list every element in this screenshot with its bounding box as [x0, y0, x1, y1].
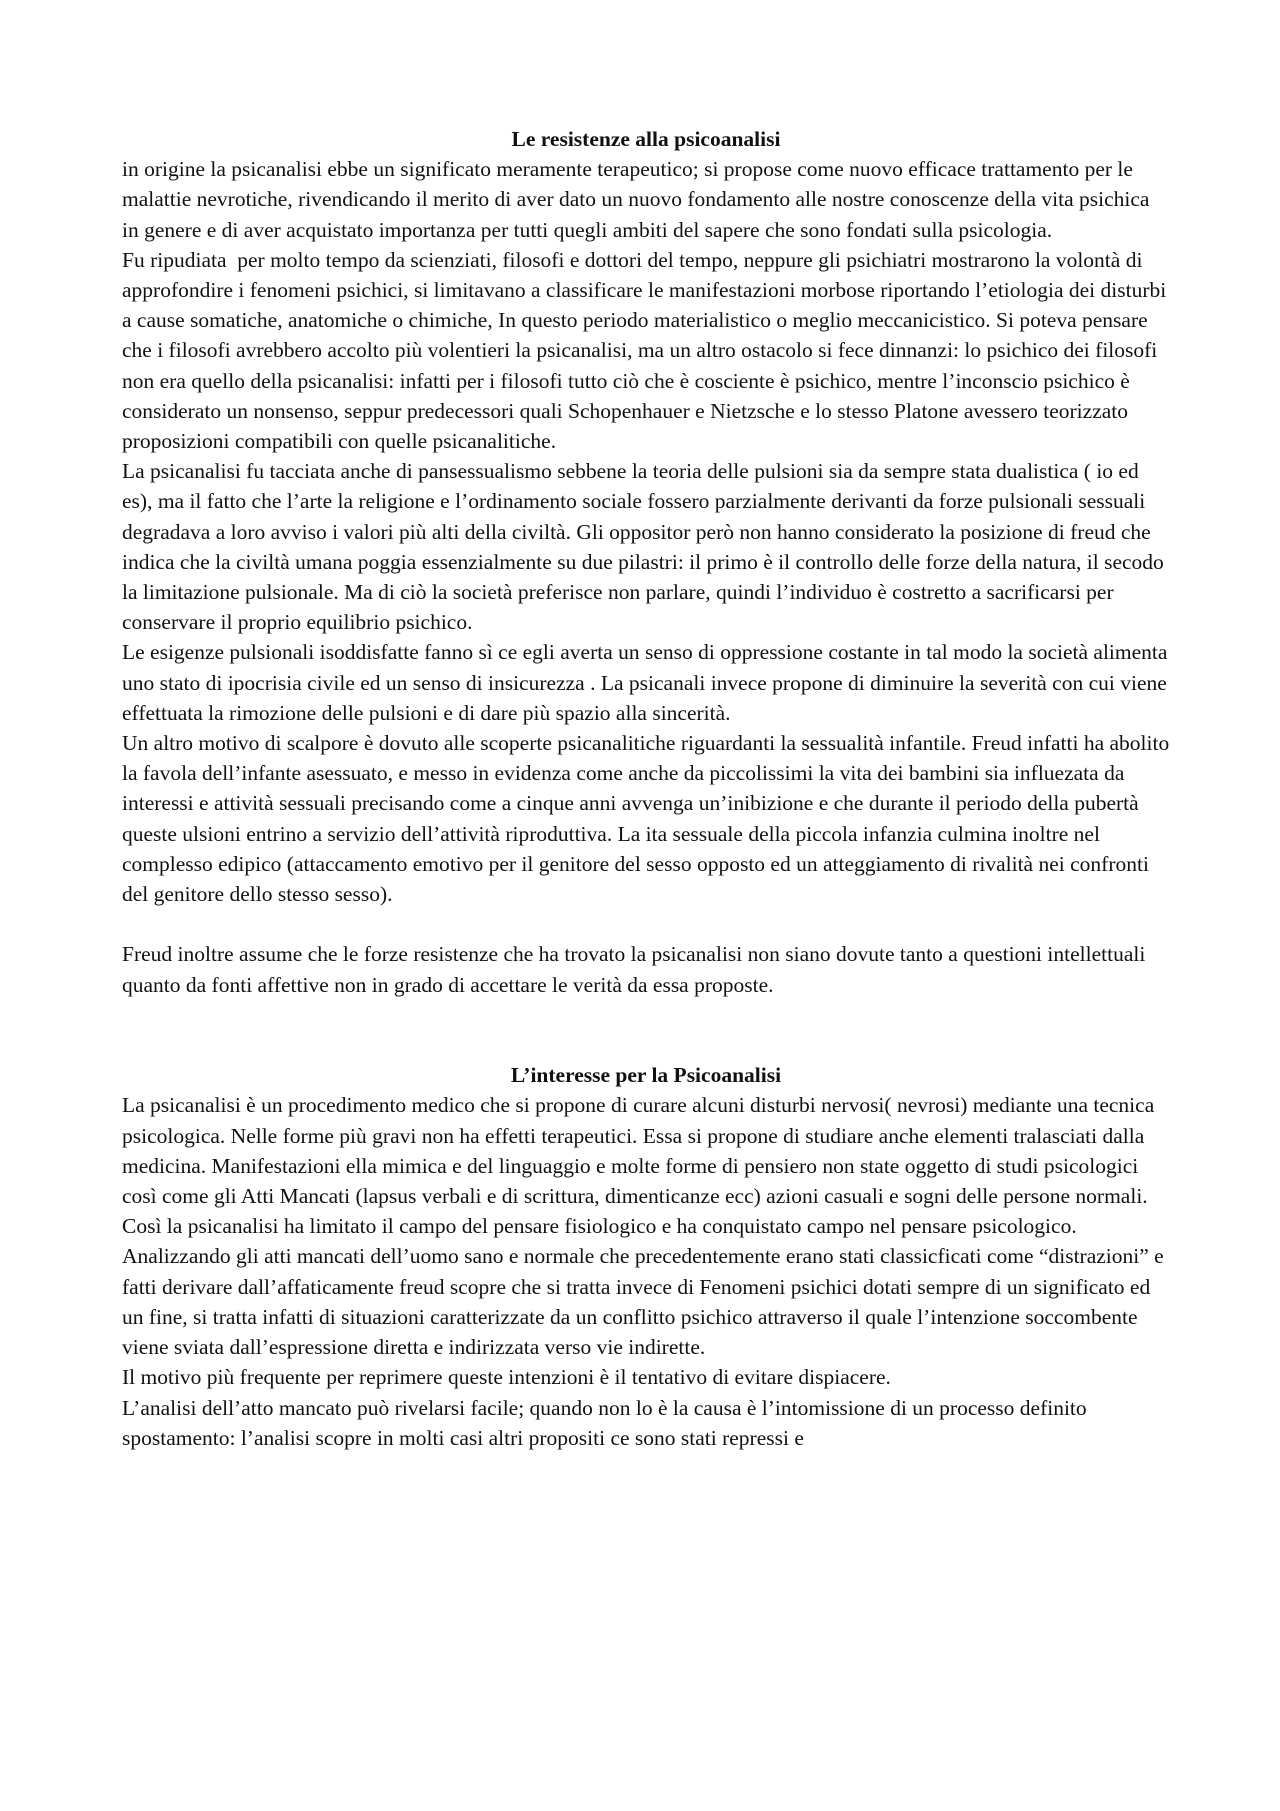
paragraph: Analizzando gli atti mancati dell’uomo sano e normale che precedentemente erano stati classicficati come “distrazioni” e fatti derivare dall’affaticamente freud scopre che si tratta invece di Fenomeni psichici dotati sempre di un significato ed un fine, si tratta infatti di situazioni caratterizzate da un conflitto psichico attraverso il quale l’intenzione soccombente viene sviata dall’espressione diretta e indirizzata verso vie indirette. — [122, 1244, 1170, 1360]
section-title-resistenze: Le resistenze alla psicoanalisi — [511, 127, 781, 151]
paragraph: La psicanalisi è un procedimento medico che si propone di curare alcuni disturbi nervosi( nevrosi) mediante una tecnica psicologica. Nelle forme più gravi non ha effetti terapeutici. Essa si propone di studiare anche elementi tralasciati dalla medicina. Manifestazioni ella mimica e del linguaggio e molte forme di pensiero non state oggetto di studi psicologici così come gli Atti Mancati (lapsus verbali e di scrittura, dimenticanze ecc) azioni casuali e sogni delle persone normali. — [122, 1093, 1160, 1209]
paragraph: Così la psicanalisi ha limitato il campo del pensare fisiologico e ha conquistato campo nel pensare psicologico. — [122, 1214, 1077, 1239]
section-title-interesse: L’interesse per la Psicoanalisi — [510, 1063, 782, 1088]
paragraph: Il motivo più frequente per reprimere queste intenzioni è il tentativo di evitare dispiacere. — [122, 1365, 891, 1390]
paragraph: Un altro motivo di scalpore è dovuto alle scoperte psicanalitiche riguardanti la sessualità infantile. Freud infatti ha abolito la favola dell’infante asessuato, e messo in evidenza come anche da piccolissimi la vita dei bambini sia influezata da interessi e attività sessuali precisando come a cinque anni avvenga un’inibizione e che durante il periodo della pubertà queste ulsioni entrino a servizio dell’attività riproduttiva. La ita sessuale della piccola infanzia culmina inoltre nel complesso edipico (attaccamento emotivo per il genitore del sesso opposto ed un atteggiamento di rivalità nei confronti del genitore dello stesso sesso). — [122, 731, 1175, 907]
paragraph: Le esigenze pulsionali isoddisfatte fanno sì ce egli averta un senso di oppressione costante in tal modo la società alimenta uno stato di ipocrisia civile ed un senso di insicurezza . La psicanali invece propone di diminuire la severità con cui viene effettuata la rimozione delle pulsioni e di dare più spazio alla sincerità. — [122, 640, 1173, 725]
paragraph: L’analisi dell’atto mancato può rivelarsi facile; quando non lo è la causa è l’intomissione di un processo definito spostamento: l’analisi scopre in molti casi altri propositi ce sono stati repressi e — [122, 1395, 1093, 1450]
blank-line — [122, 909, 1170, 939]
section-gap — [122, 1000, 1170, 1060]
document-body — [122, 124, 1175, 1453]
paragraph: La psicanalisi fu tacciata anche di pansessualismo sebbene la teoria delle pulsioni sia da sempre stata dualistica ( io ed es), ma il fatto che l’arte la religione e l’ordinamento sociale fossero parzialmente derivanti da forze pulsionali sessuali degradava a loro avviso i valori più alti della civiltà. Gli oppositor però non hanno considerato la posizione di freud che indica che la civiltà umana poggia essenzialmente su due pilastri: il primo è il controllo delle forze della natura, il secodo la limitazione pulsionale. Ma di ciò la società preferisce non parlare, quindi l’individuo è costretto a sacrificarsi per conservare il proprio equilibrio psichico. — [122, 459, 1170, 635]
paragraph: in origine la psicanalisi ebbe un significato meramente terapeutico; si propose come nuovo efficace trattamento per le malattie nevrotiche, rivendicando il merito di aver dato un nuovo fondamento alle nostre conoscenze della vita psichica in genere e di aver acquistato importanza per tutti quegli ambiti del sapere che sono fondati sulla psicologia. — [122, 157, 1155, 242]
paragraph: Fu ripudiata per molto tempo da scienziati, filosofi e dottori del tempo, neppure gli psichiatri mostrarono la volontà di approfondire i fenomeni psichici, si limitavano a classificare le manifestazioni morbose riportando l’etiologia dei disturbi a cause somatiche, anatomiche o chimiche, In questo periodo materialistico o meglio meccanicistico. Si poteva pensare che i filosofi avrebbero accolto più volentieri la psicanalisi, ma un altro ostacolo si fece dinnanzi: lo psichico dei filosofi non era quello della psicanalisi: infatti per i filosofi tutto ciò che è cosciente è psichico, mentre l’inconscio psichico è considerato un nonsenso, seppur predecessori quali Schopenhauer e Nietzsche e lo stesso Platone avessero teorizzato proposizioni compatibili con quelle psicanalitiche. — [122, 247, 1172, 454]
paragraph: Freud inoltre assume che le forze resistenze che ha trovato la psicanalisi non siano dovute tanto a questioni intellettuali quanto da fonti affettive non in grado di accettare le verità da essa proposte. — [122, 942, 1151, 997]
